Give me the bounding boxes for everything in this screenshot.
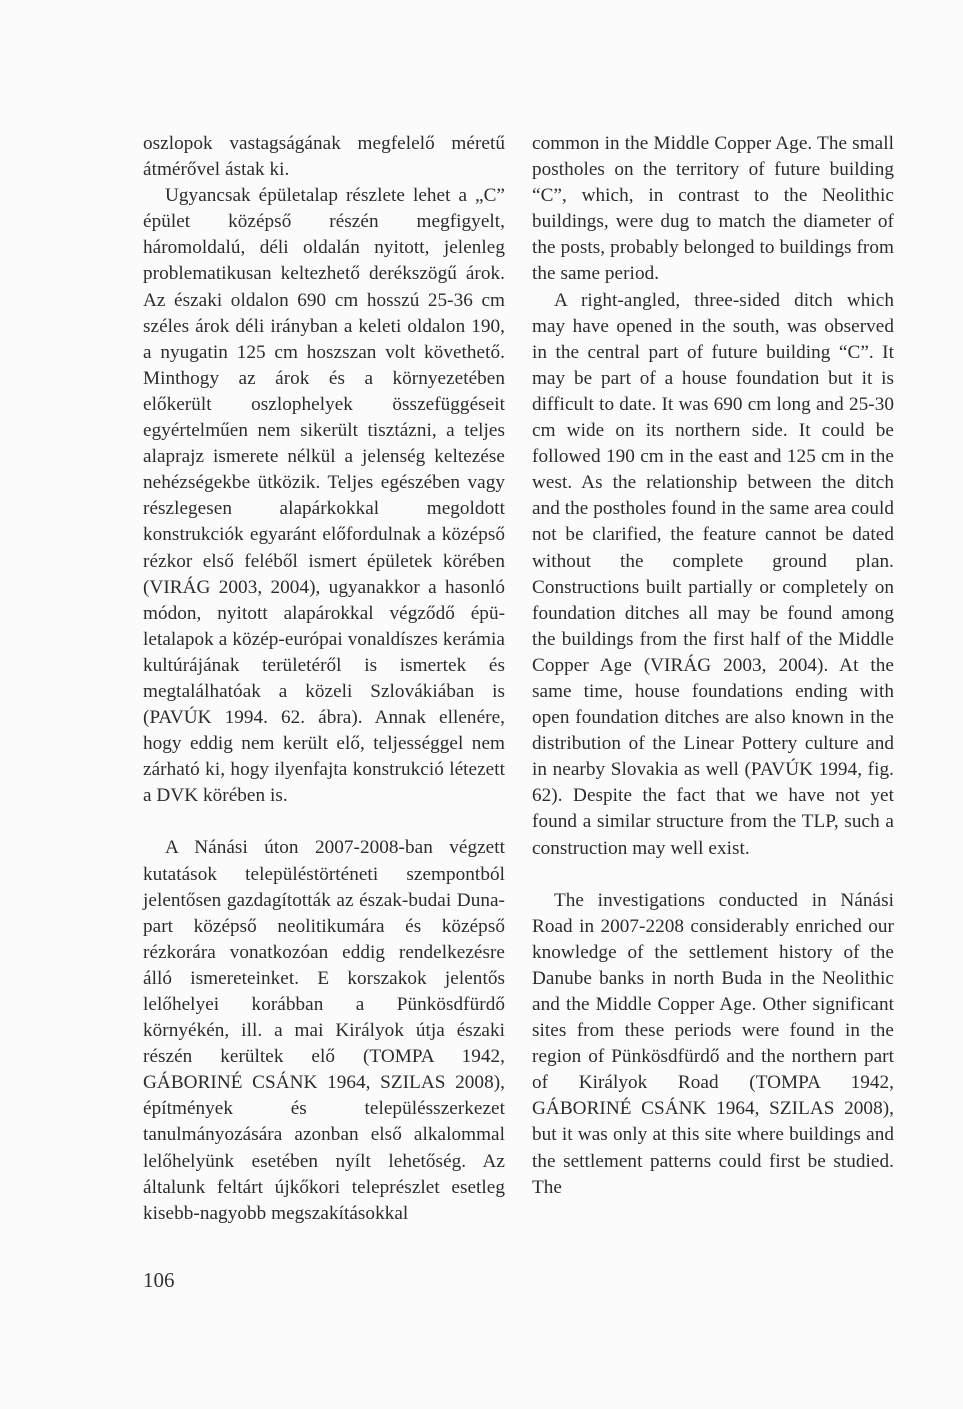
paragraph-en-3: The investigations conducted in Nánási Road in 2007-2208 considerably enriched our knowledge of the settlement history of the Danube banks in north Buda in the Neolithic and the Middle Copper Age. Other significant sites from these periods were found in the region of Pünkösdfürdő and the northern part of Királyok Road (TOMPA 1942, GÁBORINÉ CSÁNK 1964, SZILAS 2008), but it was only at this site where buildings and the settlement patterns could first be studied. The <box>532 889 894 1198</box>
paragraph-en-1: common in the Middle Copper Age. The small postholes on the territory of future building “C”, which, in contrast to the Neolithic buildings, were dug to match the diameter of the posts, probably belonged to buildings from the same period. <box>532 133 894 285</box>
paragraph-hu-2: Ugyancsak épületalap részlete lehet a „C” épület középső részén megfigyelt, háromoldalú, déli oldalán nyitott, jelenleg problematikusan keltezhető derékszögű árok. Az északi oldalon 690 cm hosszú 25-36 cm széles árok déli irányban a keleti oldalon 190, a nyugatin 125 cm hoszszan volt követhető. Minthogy az árok és a környezetében előkerült oszlophelyek összefüggéseit egyértelműen nem sikerült tisztázni, a teljes alaprajz ismerete nélkül a jelenség keltezése nehézségekbe ütközik. Teljes egészében vagy részlegesen alapárkokkal megoldott konstrukciók egyaránt előfordulnak a középső rézkor első feléből ismert épületek körében (VIRÁG 2003, 2004), ugyanakkor a hasonló módon, nyitott alapárokkal végződő épületalapok a közép-európai vonaldíszes kerámia kultúrájának területéről is ismertek és megtalálhatóak a közeli Szlovákiában is (PAVÚK 1994. 62. ábra). Annak ellenére, hogy eddig nem került elő, teljességgel nem zárható ki, hogy ilyenfajta konstrukció létezett a DVK körében is. <box>143 185 505 807</box>
hungarian-text-column <box>143 131 505 1227</box>
paragraph-hu-3: A Nánási úton 2007-2008-ban végzett kutatások településtörténeti szempontból jelentősen gazdagították az észak-budai Duna-part középső neolitikumára és középső rézkorára vonatkozóan eddig rendelkezésre álló ismereteinket. E korszakok jelentős lelőhelyei korábban a Pünkösdfürdő környékén, ill. a mai Királyok útja északi részén kerültek elő (TOMPA 1942, GÁBORINÉ CSÁNK 1964, SZILAS 2008), építmények és településszerkezet tanulmányozására azonban első alkalommal lelőhelyünk esetében nyílt lehetőség. Az általunk feltárt újkőkori teleprészlet esetleg kisebb-nagyobb megszakításokkal <box>143 837 505 1224</box>
paragraph-hu-1: oszlopok vastagságának megfelelő méretű átmérővel ástak ki. <box>143 133 505 181</box>
page-number: 106 <box>143 1268 175 1292</box>
english-text-column <box>532 131 894 1201</box>
paragraph-en-2: A right-angled, three-sided ditch which may have opened in the south, was observed in the central part of future building “C”. It may be part of a house foundation but it is difficult to date. It was 690 cm long and 25-30 cm wide on its northern side. It could be followed 190 cm in the east and 125 cm in the west. As the relationship between the ditch and the postholes found in the same area could not be clarified, the feature cannot be dated without the complete ground plan. Constructions built partially or completely on foundation ditches all may be found among the buildings from the first half of the Middle Copper Age (VIRÁG 2003, 2004). At the same time, house foundations ending with open foundation ditches are also known in the distribution of the Linear Pottery culture and in nearby Slovakia as well (PAVÚK 1994, fig. 62). Despite the fact that we have not yet found a similar structure from the TLP, such a construction may well exist. <box>532 289 894 859</box>
